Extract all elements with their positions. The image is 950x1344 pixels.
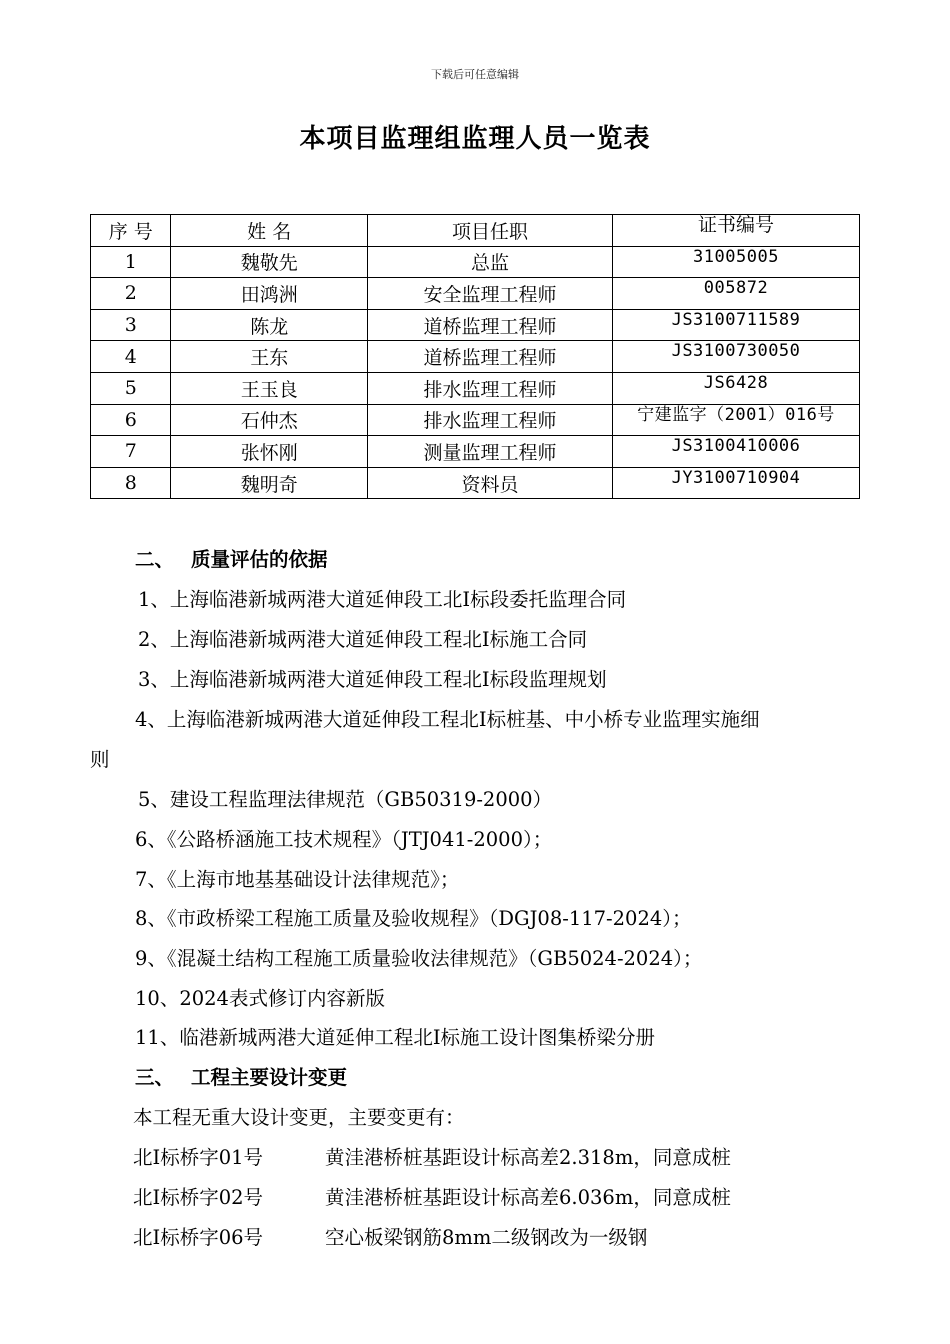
change-row <box>133 1142 731 1170</box>
row-name: 张怀刚 <box>171 436 367 468</box>
table-header-row <box>91 215 860 247</box>
basis-item: 6、《公路桥涵施工技术规程》（JTJ041-2000）； <box>135 828 553 851</box>
row-cert: 005872 <box>612 278 859 310</box>
row-cert: 31005005 <box>612 246 859 278</box>
row-number: 1 <box>91 246 171 278</box>
change-desc: 黄洼港桥桩基距设计标高差6.036m，同意成桩 <box>325 1186 731 1209</box>
basis-item: 9、《混凝土结构工程施工质量验收法律规范》（GB5024-2024）； <box>135 947 703 970</box>
row-cert: 宁建监字（2001）016号 <box>612 404 859 436</box>
basis-item: 5、建设工程监理法律规范（GB50319-2000） <box>138 788 553 811</box>
basis-item: 1、上海临港新城两港大道延伸段工北Ⅰ标段委托监理合同 <box>138 588 627 611</box>
row-role: 测量监理工程师 <box>367 436 612 468</box>
row-role: 总监 <box>367 246 612 278</box>
row-cert: JS3100711589 <box>612 309 859 341</box>
basis-item: 7、《上海市地基基础设计法律规范》； <box>135 868 460 891</box>
staff-table <box>90 214 860 499</box>
row-number: 8 <box>91 467 171 499</box>
row-role: 安全监理工程师 <box>367 278 612 310</box>
basis-item: 3、上海临港新城两港大道延伸段工程北Ⅰ标段监理规划 <box>138 668 607 691</box>
change-row <box>133 1222 647 1250</box>
row-name: 田鸿洲 <box>171 278 367 310</box>
row-cert: JS6428 <box>612 372 859 404</box>
change-row <box>133 1182 731 1210</box>
section3-number: 三、 <box>135 1066 175 1089</box>
row-cert: JS3100410006 <box>612 436 859 468</box>
section3-intro: 本工程无重大设计变更，主要变更有： <box>133 1106 465 1129</box>
change-code: 北Ⅰ标桥字02号 <box>133 1186 264 1209</box>
table-row <box>91 467 860 499</box>
header-cert: 证书编号 <box>612 215 859 247</box>
change-desc: 空心板梁钢筋8mm二级钢改为一级钢 <box>325 1226 648 1249</box>
change-code: 北Ⅰ标桥字06号 <box>133 1226 264 1249</box>
row-name: 魏敬先 <box>171 246 367 278</box>
table-row <box>91 404 860 436</box>
row-number: 6 <box>91 404 171 436</box>
basis-item-continued: 则 <box>90 748 110 771</box>
row-name: 魏明奇 <box>171 467 367 499</box>
row-number: 7 <box>91 436 171 468</box>
row-number: 5 <box>91 372 171 404</box>
header-note: 下载后可任意编辑 <box>431 68 519 81</box>
change-code: 北Ⅰ标桥字01号 <box>133 1146 264 1169</box>
row-name: 王玉良 <box>171 372 367 404</box>
header-number: 序 号 <box>91 215 171 247</box>
row-role: 资料员 <box>367 467 612 499</box>
row-cert: JS3100730050 <box>612 341 859 373</box>
row-cert: JY3100710904 <box>612 467 859 499</box>
table-row <box>91 372 860 404</box>
basis-item: 2、上海临港新城两港大道延伸段工程北Ⅰ标施工合同 <box>138 628 588 651</box>
header-name: 姓 名 <box>171 215 367 247</box>
row-number: 4 <box>91 341 171 373</box>
row-role: 道桥监理工程师 <box>367 309 612 341</box>
row-role: 道桥监理工程师 <box>367 341 612 373</box>
row-number: 2 <box>91 278 171 310</box>
section2-number: 二、 <box>135 548 175 571</box>
row-number: 3 <box>91 309 171 341</box>
basis-item: 4、上海临港新城两港大道延伸段工程北Ⅰ标桩基、中小桥专业监理实施细 <box>135 708 760 731</box>
basis-item: 10、2024表式修订内容新版 <box>135 987 385 1010</box>
row-name: 陈龙 <box>171 309 367 341</box>
section3-heading <box>135 1062 347 1090</box>
basis-item: 11、临港新城两港大道延伸工程北Ⅰ标施工设计图集桥梁分册 <box>135 1026 656 1049</box>
table-row <box>91 341 860 373</box>
table-row <box>91 246 860 278</box>
table-row <box>91 436 860 468</box>
row-role: 排水监理工程师 <box>367 372 612 404</box>
section2-title: 质量评估的依据 <box>191 548 328 571</box>
change-desc: 黄洼港桥桩基距设计标高差2.318m，同意成桩 <box>325 1146 731 1169</box>
basis-item: 8、《市政桥梁工程施工质量及验收规程》（DGJ08-117-2024）； <box>135 907 692 930</box>
header-role: 项目任职 <box>367 215 612 247</box>
row-role: 排水监理工程师 <box>367 404 612 436</box>
row-name: 王东 <box>171 341 367 373</box>
section2-heading <box>135 544 328 572</box>
table-row <box>91 309 860 341</box>
row-name: 石仲杰 <box>171 404 367 436</box>
page-title: 本项目监理组监理人员一览表 <box>299 124 651 154</box>
table-row <box>91 278 860 310</box>
section3-title: 工程主要设计变更 <box>191 1066 348 1089</box>
